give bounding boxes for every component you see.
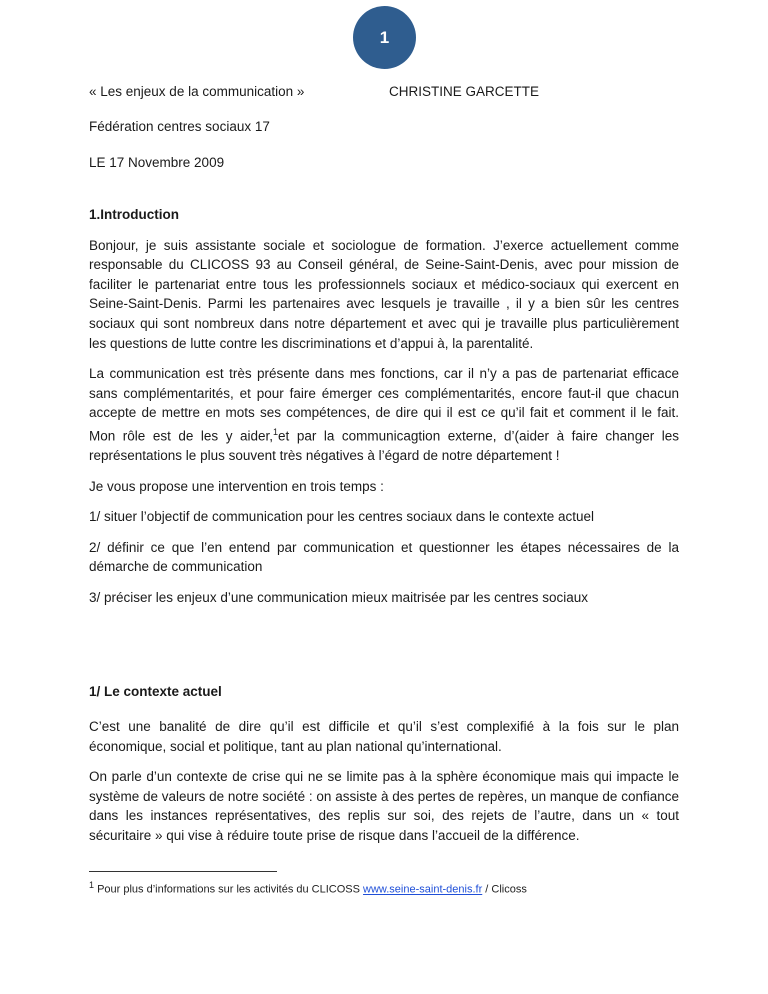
footnote	[89, 880, 679, 896]
document-header	[89, 84, 679, 99]
intro-p2-text-b: et par la communicagtion externe, d’(aider à faire changer les représentations le plus souvent très négatives à l’égard de notre département !	[89, 428, 679, 464]
footnote-link[interactable]: www.seine-saint-denis.fr	[363, 883, 483, 896]
intro-p2-text-a: La communication est très présente dans mes fonctions, car il n’y a pas de partenariat efficace sans complémentarités, et pour faire émerger ces complémentarités, encore faut-il que chacun accepte de mettre en mots ses compétences, de dire qui il est ce qu’il fait et comment il le fait. Mon rôle est de les y aider,	[89, 366, 679, 444]
footnote-text: Pour plus d’informations sur les activités du CLICOSS	[94, 883, 364, 896]
organization-name: Fédération centres sociaux 17	[89, 119, 270, 134]
context-heading: 1/ Le contexte actuel	[89, 684, 222, 699]
context-paragraph-2: On parle d’un contexte de crise qui ne se limite pas à la sphère économique mais qui impacte le système de valeurs de notre société : on assiste à des pertes de repères, un manque de confiance dans les instances représentatives, des replis sur soi, des rejets de l’autre, dans un « tout sécuritaire » qui vise à réduire toute prise de risque dans l’accueil de la différence.	[89, 769, 679, 843]
intro-paragraph-2	[89, 364, 679, 465]
context-paragraph-1: C’est une banalité de dire qu’il est difficile et qu’il s’est complexifié à la fois sur le plan économique, social et politique, tant au plan national qu’international.	[89, 719, 679, 754]
outline-item-3: 3/ préciser les enjeux d’une communication mieux maitrisée par les centres sociaux	[89, 590, 588, 605]
page-number-badge: 1	[353, 6, 416, 69]
footnote-reference: 1	[273, 426, 279, 437]
outline-item-2: 2/ définir ce que l’en entend par communication et questionner les étapes nécessaires de la démarche de communication	[89, 539, 679, 575]
introduction-section	[89, 205, 679, 619]
footnote-divider	[89, 871, 277, 872]
context-section	[89, 717, 679, 857]
intro-paragraph-3: Je vous propose une intervention en trois temps :	[89, 478, 384, 494]
author-name: CHRISTINE GARCETTE	[389, 84, 540, 99]
footnote-text-end: / Clicoss	[482, 883, 527, 896]
outline-item-1: 1/ situer l’objectif de communication pour les centres sociaux dans le contexte actuel	[89, 509, 595, 525]
intro-paragraph-1: Bonjour, je suis assistante sociale et sociologue de formation. J’exerce actuellement comme responsable du CLICOSS 93 au Conseil général, de Seine-Saint-Denis, avec pour mission de faciliter le partenariat entre tous les professionnels sociaux et médico-sociaux qui exercent en Seine-Saint-Denis. Parmi les partenaires avec lesquels je travaille , il y a bien sûr les centres sociaux qui sont nombreux dans notre département et avec qui je travaille plus particulièrement les questions de lutte contre les discriminations et d’appui à, la parentalité.	[89, 237, 679, 351]
document-date: LE 17 Novembre 2009	[89, 155, 225, 170]
document-title: « Les enjeux de la communication »	[89, 84, 305, 99]
footnote-marker: 1	[89, 880, 95, 890]
introduction-heading: 1.Introduction	[89, 207, 179, 222]
